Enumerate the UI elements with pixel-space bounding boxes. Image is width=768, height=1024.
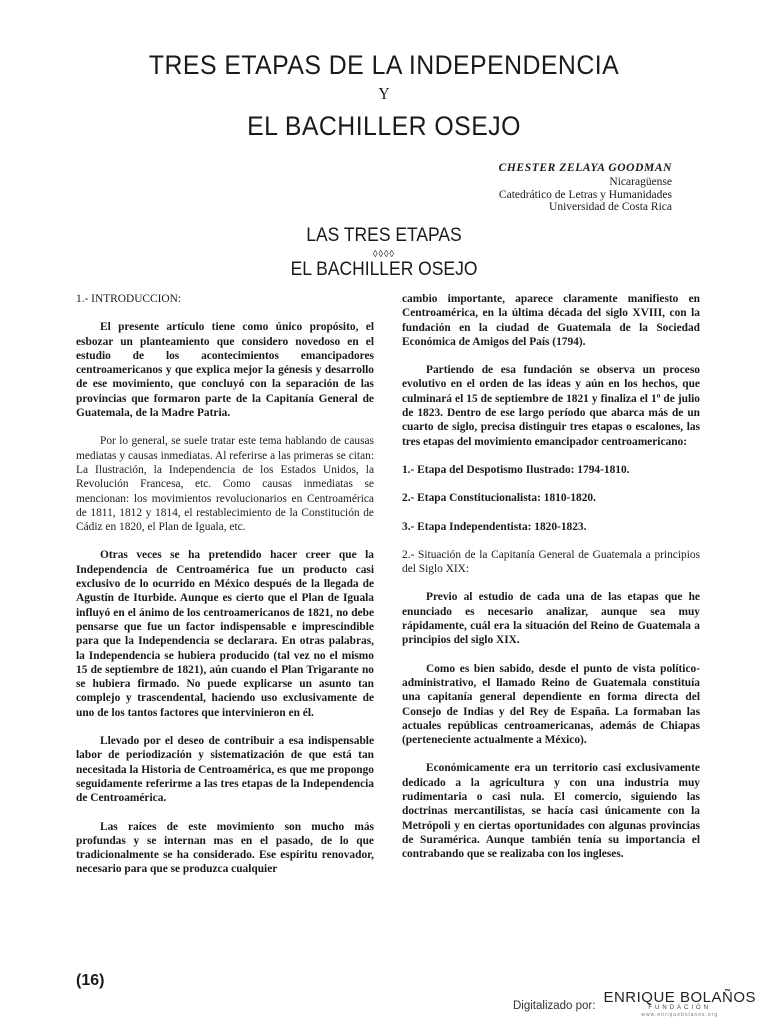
digitization-credit (513, 988, 756, 1018)
article-title-line1: TRES ETAPAS DE LA INDEPENDENCIA (148, 50, 620, 80)
subtitle-ornament: ◊◊◊◊ (373, 249, 395, 260)
left-column (76, 292, 374, 891)
author-name: CHESTER ZELAYA GOODMAN (498, 162, 672, 174)
section-heading-situacion: 2.- Situación de la Capitanía General de Guatemala a principios del Siglo XIX: (402, 548, 700, 576)
brand-subtitle: FUNDACIÓN (648, 1005, 712, 1011)
section-heading-introduccion: 1.- INTRODUCCION: (76, 293, 182, 305)
enrique-bolanos-logo (603, 990, 756, 1018)
paragraph: El presente artículo tiene como único propósito, el esbozar un planteamiento que considero novedoso en el estudio de los acontecimientos emancipadores centroamericanos y que explica mejor la génesis y desarrollo de ese movimiento, que concluyó con la separación de las provincias que formaron parte de la Capitanía General de Guatemala, de la Madre Patria. (76, 321, 374, 420)
paragraph: Otras veces se ha pretendido hacer creer que la Independencia de Centroamérica fue un producto casi exclusivo de lo ocurrido en México después de la llegada de Agustín de Iturbide. Aunque es cierto que el Plan de Iguala influyó en el ánimo de los centroamericanos de 1821, no debe pensarse que fue un factor indispensable e imprescindible para que la Independencia se declarara. En otras palabras, la Independencia se hubiera producido (tal vez no el mismo 15 de septiembre de 1821), aún cuando el Plan Trigarante no se hubiera firmado. No puede explicarse un asunto tan complejo y trascendental, haciendo uso exclusivamente de uno de los tantos factores que intervinieron en él. (76, 549, 374, 719)
stage-item-2: 2.- Etapa Constitucionalista: 1810-1820. (402, 492, 596, 505)
author-university: Universidad de Costa Rica (549, 201, 672, 213)
subtitle-line1: LAS TRES ETAPAS (306, 225, 462, 246)
article-title-line3: EL BACHILLER OSEJO (247, 111, 521, 141)
brand-url: www.enriquebolanos.org (641, 1012, 719, 1018)
page-number: (16) (76, 972, 105, 989)
stage-item-3: 3.- Etapa Independentista: 1820-1823. (402, 520, 587, 533)
paragraph: Como es bien sabido, desde el punto de vista político-administrativo, el llamado Reino de Guatemala constituía una capitanía general dependiente en forma directa del Consejo de Indias y del Rey de España. La formaban las actuales repúblicas centroamericanas, además de Chiapas (perteneciente actualmente a México). (402, 662, 700, 747)
paragraph: cambio importante, aparece claramente manifiesto en Centroamérica, en la última década del siglo XVIII, con la fundación en la ciudad de Guatemala de la Sociedad Económica de Amigos del País (1794). (402, 293, 700, 348)
paragraph: Previo al estudio de cada una de las etapas que he enunciado es necesario analizar, aunque sea muy rápidamente, cuál era la situación del Reino de Guatemala a principios del siglo XIX. (402, 591, 700, 647)
stage-item-1: 1.- Etapa del Despotismo Ilustrado: 1794-1810. (402, 463, 630, 476)
article-title-conjunction: Y (378, 84, 390, 103)
paragraph: Económicamente era un territorio casi exclusivamente dedicado a la agricultura y con una industria muy rudimentaria o casi nula. El comercio, siguiendo las doctrinas mercantilistas, se hacía casi únicamente con la Metrópoli y en ciertas oportunidades con algunas provincias de Suramérica. Aunque también tenía su importancia el contrabando que se realizaba con los ingleses. (402, 762, 700, 861)
paragraph: Llevado por el deseo de contribuir a esa indispensable labor de periodización y sistematización de que está tan necesitada la Historia de Centroamérica, es que me propongo seguidamente referirme a las tres etapas de la Independencia de Centroamérica. (76, 735, 374, 805)
paragraph: Las raíces de este movimiento son mucho más profundas y se internan mas en el pasado, de lo que tradicionalmente se ha considerado. Ese espíritu renovador, necesario para que se produzca cualquier (76, 820, 374, 876)
paragraph: Partiendo de esa fundación se observa un proceso evolutivo en el orden de las ideas y aún en los hechos, que culminará el 15 de septiembre de 1821 y finaliza el 1º de julio de 1823. Dentro de ese largo período que abarca más de un cuarto de siglo, precisa distinguir tres etapas o escalones, las tres etapas del movimiento emancipador centroamericano: (402, 364, 700, 448)
author-nationality: Nicaragüense (609, 176, 672, 188)
brand-name: ENRIQUE BOLAÑOS (603, 989, 756, 1006)
paragraph: Por lo general, se suele tratar este tema hablando de causas mediatas y causas inmediatas. Al referirse a las primeras se citan: La Ilustración, la Independencia de los Estados Unidos, la Revolución Francesa, etc. Como causas inmediatas se mencionan: los movimientos revolucionarios en Centroamérica de 1811, 1812 y 1814, el restablecimiento de la Constitución de Cádiz en 1820, el Plan de Iguala, etc. (76, 435, 374, 534)
right-column (402, 292, 700, 876)
author-position: Catedrático de Letras y Humanidades (498, 189, 672, 201)
subtitle-line2: EL BACHILLER OSEJO (290, 259, 478, 280)
digitized-label: Digitalizado por: (512, 1000, 596, 1012)
